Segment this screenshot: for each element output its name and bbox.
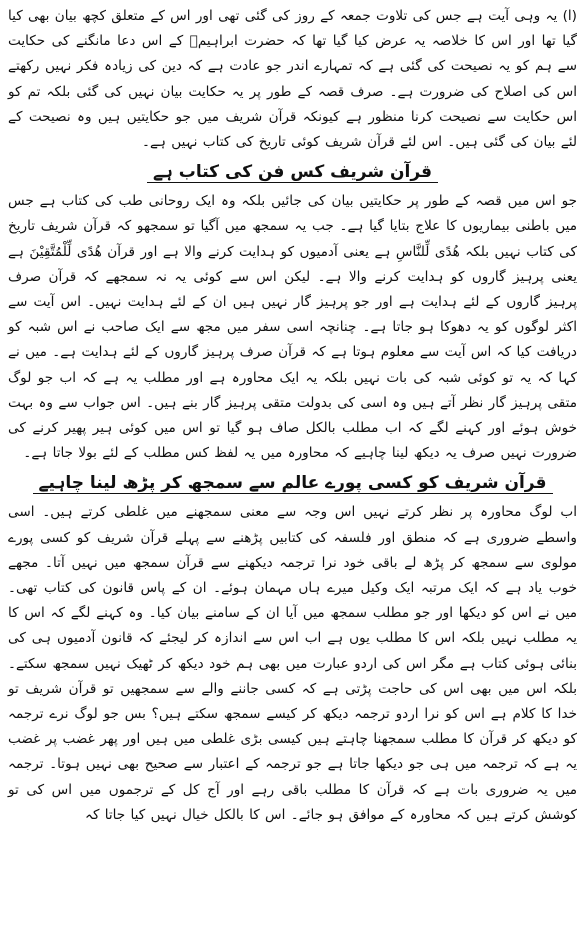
section-heading-2 — [8, 470, 577, 496]
section-heading-1 — [8, 159, 577, 185]
paragraph-3: اب لوگ محاورہ پر نظر کرتے نہیں اس وجہ سے معنی سمجھنے میں غلطی کرتے ہیں۔ اسی واسطے ضروری ہے کہ منطق اور فلسفہ کی کتابیں پڑھنے سے پہلے قرآن شریف کو کسی پورے مولوی سے سمجھ کر پڑھ لے باقی خود نرا ترجمہ دیکھنے سے قرآن سمجھ میں نہیں آتا۔ مجھے خوب یاد ہے کہ ایک مرتبہ ایک وکیل میرے ہاں مہمان ہوئے۔ ان کے پاس قانون کی کتاب تھی۔ میں نے اس کو دیکھا اور جو مطلب سمجھ میں آیا ان کے سامنے بیان کیا۔ وہ کہنے لگے کہ اس کا یہ مطلب نہیں بلکہ اس کا مطلب یوں ہے اب اس سے اندازہ کر لیجئے کہ قانون آدمیوں ہی کی بنائی ہوئی کتاب ہے مگر اس کی اردو عبارت میں بھی ہم خود دیکھ کر ٹھیک نہیں سمجھ سکتے۔ بلکہ اس میں بھی اس کی حاجت پڑتی ہے کہ کسی جاننے والے سے سمجھیں تو قرآن شریف تو خدا کا کلام ہے اس کو نرا اردو ترجمہ دیکھ کر کیسے سمجھ سکتے ہیں؟ بس جو لوگ نرے ترجمہ کو دیکھ کر قرآن کا مطلب سمجھنا چاہتے ہیں کیسی بڑی غلطی میں ہیں اور پھر غضب پر غضب یہ ہے کہ ترجمہ میں ہی جو دیکھا جاتا ہے جو ترجمہ کے اعتبار سے صحیح بھی نہیں ہوتا۔ ترجمہ میں یہ ضروری بات ہے کہ قرآن کا مطلب باقی رہے اور آج کل کے ترجموں میں اس کی تو کوشش کرتے ہیں کہ محاورہ کے موافق ہو جائے۔ اس کا بالکل خیال نہیں کیا جاتا کہ — [8, 504, 577, 823]
document-page — [8, 4, 577, 921]
section-heading-2-text: قرآن شریف کو کسی پورے عالم سے سمجھ کر پڑھ لینا چاہیے — [33, 473, 553, 494]
paragraph-2: جو اس میں قصہ کے طور پر حکایتیں بیان کی جائیں بلکہ وہ ایک روحانی طب کی کتاب ہے جس میں باطنی بیماریوں کا علاج بتایا گیا ہے۔ جب یہ سمجھ میں آگیا تو سمجھو کہ قرآن شریف تاریخ کی کتاب نہیں بلکہ هُدًى لِّلنَّاسِ ہے یعنی آدمیوں کو ہدایت کرنے والا ہے اور قرآن هُدًى لِّلْمُتَّقِيْنَ ہے یعنی پرہیز گاروں کو ہدایت کرنے والا ہے۔ لیکن اس سے کوئی یہ نہ سمجھے کہ قرآن صرف پرہیز گاروں کے لئے ہدایت ہے اور جو پرہیز گار نہیں ہیں ان کے لئے ہدایت نہیں۔ اس آیت سے اکثر لوگوں کو یہ دھوکا ہو جاتا ہے۔ چنانچہ اسی سفر میں مجھ سے ایک صاحب نے اس شبہ کو دریافت کیا کہ اس آیت سے معلوم ہوتا ہے کہ قرآن صرف پرہیز گاروں کے لئے ہدایت ہے۔ میں نے کہا کہ یہ تو کوئی شبہ کی بات نہیں بلکہ یہ ایک محاورہ ہے اور مطلب یہ ہے کہ اب جو لوگ متقی پرہیز گار نظر آتے ہیں وہ اسی کی بدولت متقی پرہیز گار بنے ہیں۔ اس جواب سے وہ بہت خوش ہوئے اور کہنے لگے کہ اب مطلب بالکل صاف ہو گیا تو اس میں کوئی ہیر پھیر کرنے کی ضرورت نہیں صرف یہ دیکھ لینا چاہیے کہ محاورہ میں یہ لفظ کس مطلب کے لئے بولا جاتا ہے۔ — [8, 193, 577, 462]
paragraph-1: (ا) یہ وہی آیت ہے جس کی تلاوت جمعہ کے روز کی گئی تھی اور اس کے متعلق کچھ بیان بھی کیا گیا تھا اور اس کا خلاصہ یہ عرض کیا گیا تھا کہ حضرت ابراہیمؑ کے اس دعا مانگنے کی حکایت سے ہم کو یہ نصیحت کی گئی ہے کہ تمہارے اندر جو عادت ہے کہ دین کی زیادہ فکر نہیں رکھتے اس کی اصلاح کی ضرورت ہے۔ صرف قصہ کے طور پر یہ حکایت بیان نہیں کی گئی بلکہ تم کو اس حکایت سے نصیحت کرنا منظور ہے کیونکہ قرآن شریف میں جو حکایتیں ہیں وہ نصیحت کے لئے بیان کی گئی ہیں۔ اس لئے قرآن شریف کوئی تاریخ کی کتاب نہیں ہے۔ — [8, 8, 577, 151]
section-heading-1-text: قرآن شریف کس فن کی کتاب ہے — [147, 162, 438, 183]
